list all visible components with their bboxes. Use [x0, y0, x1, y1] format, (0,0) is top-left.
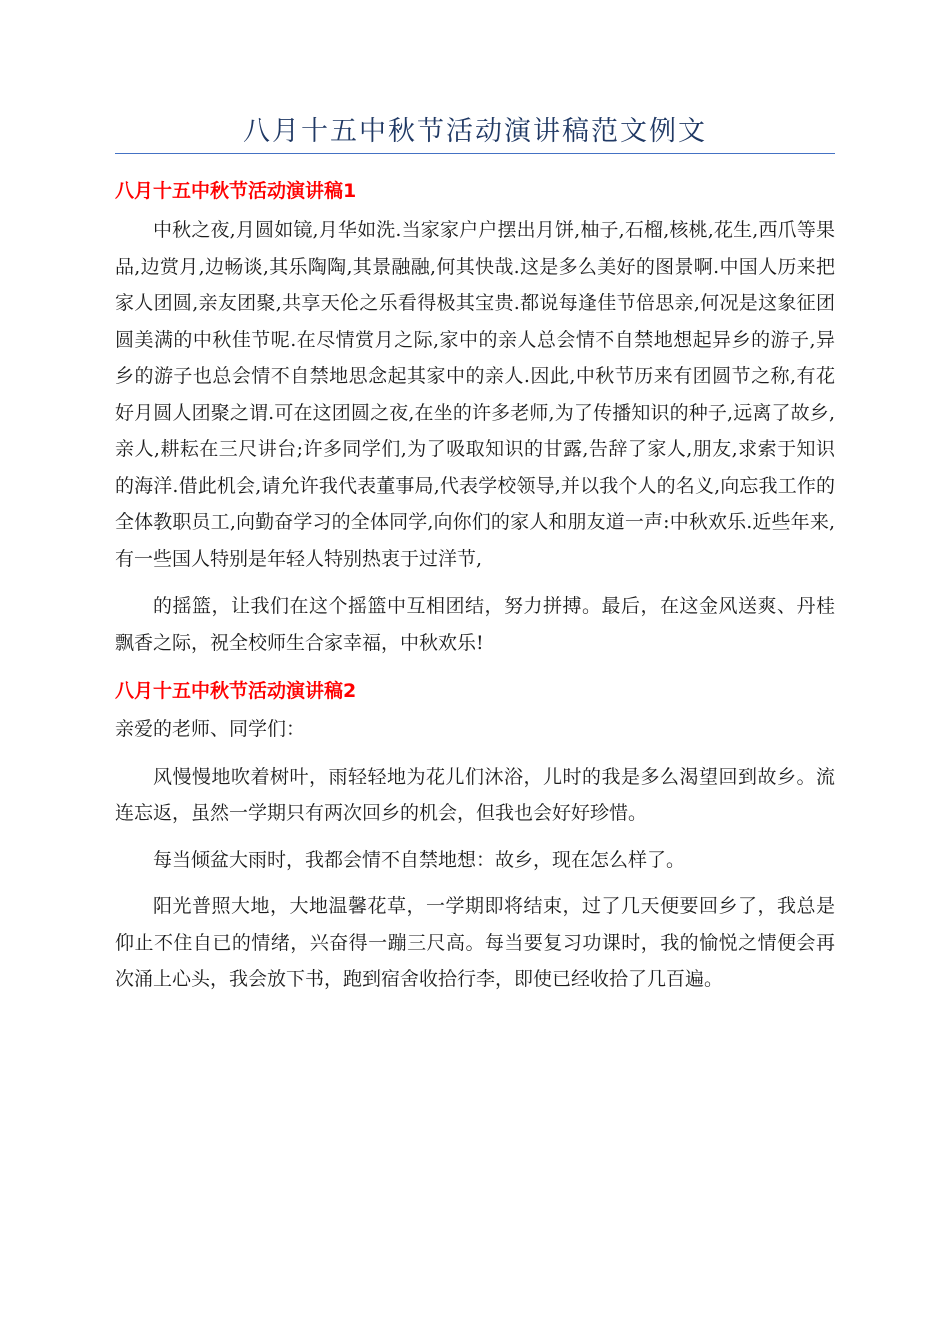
- section-2: [115, 676, 835, 998]
- paragraph: 每当倾盆大雨时，我都会情不自禁地想：故乡，现在怎么样了。: [153, 848, 686, 871]
- section-1: [115, 176, 835, 661]
- paragraph: 风慢慢地吹着树叶，雨轻轻地为花儿们沐浴，儿时的我是多么渴望回到故乡。流连忘返，虽然一学期只有两次回乡的机会，但我也会好好珍惜。: [115, 765, 835, 824]
- paragraph: 阳光普照大地，大地温馨花草，一学期即将结束，过了几天便要回乡了，我总是仰止不住自已的情绪，兴奋得一蹦三尺高。每当要复习功课时，我的愉悦之情便会再次涌上心头，我会放下书，跑到宿舍收拾行李，即使已经收拾了几百遍。: [115, 895, 835, 990]
- section-heading: 八月十五中秋节活动演讲稿1: [115, 180, 357, 202]
- title-underline: [115, 153, 835, 154]
- greeting: 亲爱的老师、同学们：: [115, 718, 306, 740]
- paragraph: 的摇篮，让我们在这个摇篮中互相团结，努力拼搏。最后，在这金风送爽、丹桂飘香之际，祝全校师生合家幸福，中秋欢乐!: [115, 595, 835, 654]
- document-body: [115, 176, 835, 998]
- document-title: 八月十五中秋节活动演讲稿范文例文: [243, 116, 707, 147]
- section-heading: 八月十五中秋节活动演讲稿2: [115, 680, 357, 702]
- paragraph: 中秋之夜,月圆如镜,月华如洗.当家家户户摆出月饼,柚子,石榴,核桃,花生,西爪等果品,边赏月,边畅谈,其乐陶陶,其景融融,何其快哉.这是多么美好的图景啊.中国人历来把家人团圆,亲友团聚,共享天伦之乐看得极其宝贵.都说每逢佳节倍思亲,何况是这象征团圆美满的中秋佳节呢.在尽情赏月之际,家中的亲人总会情不自禁地想起异乡的游子,异乡的游子也总会情不自禁地思念起其家中的亲人.因此,中秋节历来有团圆节之称,有花好月圆人团聚之谓.可在这团圆之夜,在坐的许多老师,为了传播知识的种子,远离了故乡,亲人,耕耘在三尺讲台;许多同学们,为了吸取知识的甘露,告辞了家人,朋友,求索于知识的海洋.借此机会,请允许我代表董事局,代表学校领导,并以我个人的名义,向忘我工作的全体教职员工,向勤奋学习的全体同学,向你们的家人和朋友道一声:中秋欢乐.近些年来,有一些国人特别是年轻人特别热衷于过洋节,: [115, 219, 835, 570]
